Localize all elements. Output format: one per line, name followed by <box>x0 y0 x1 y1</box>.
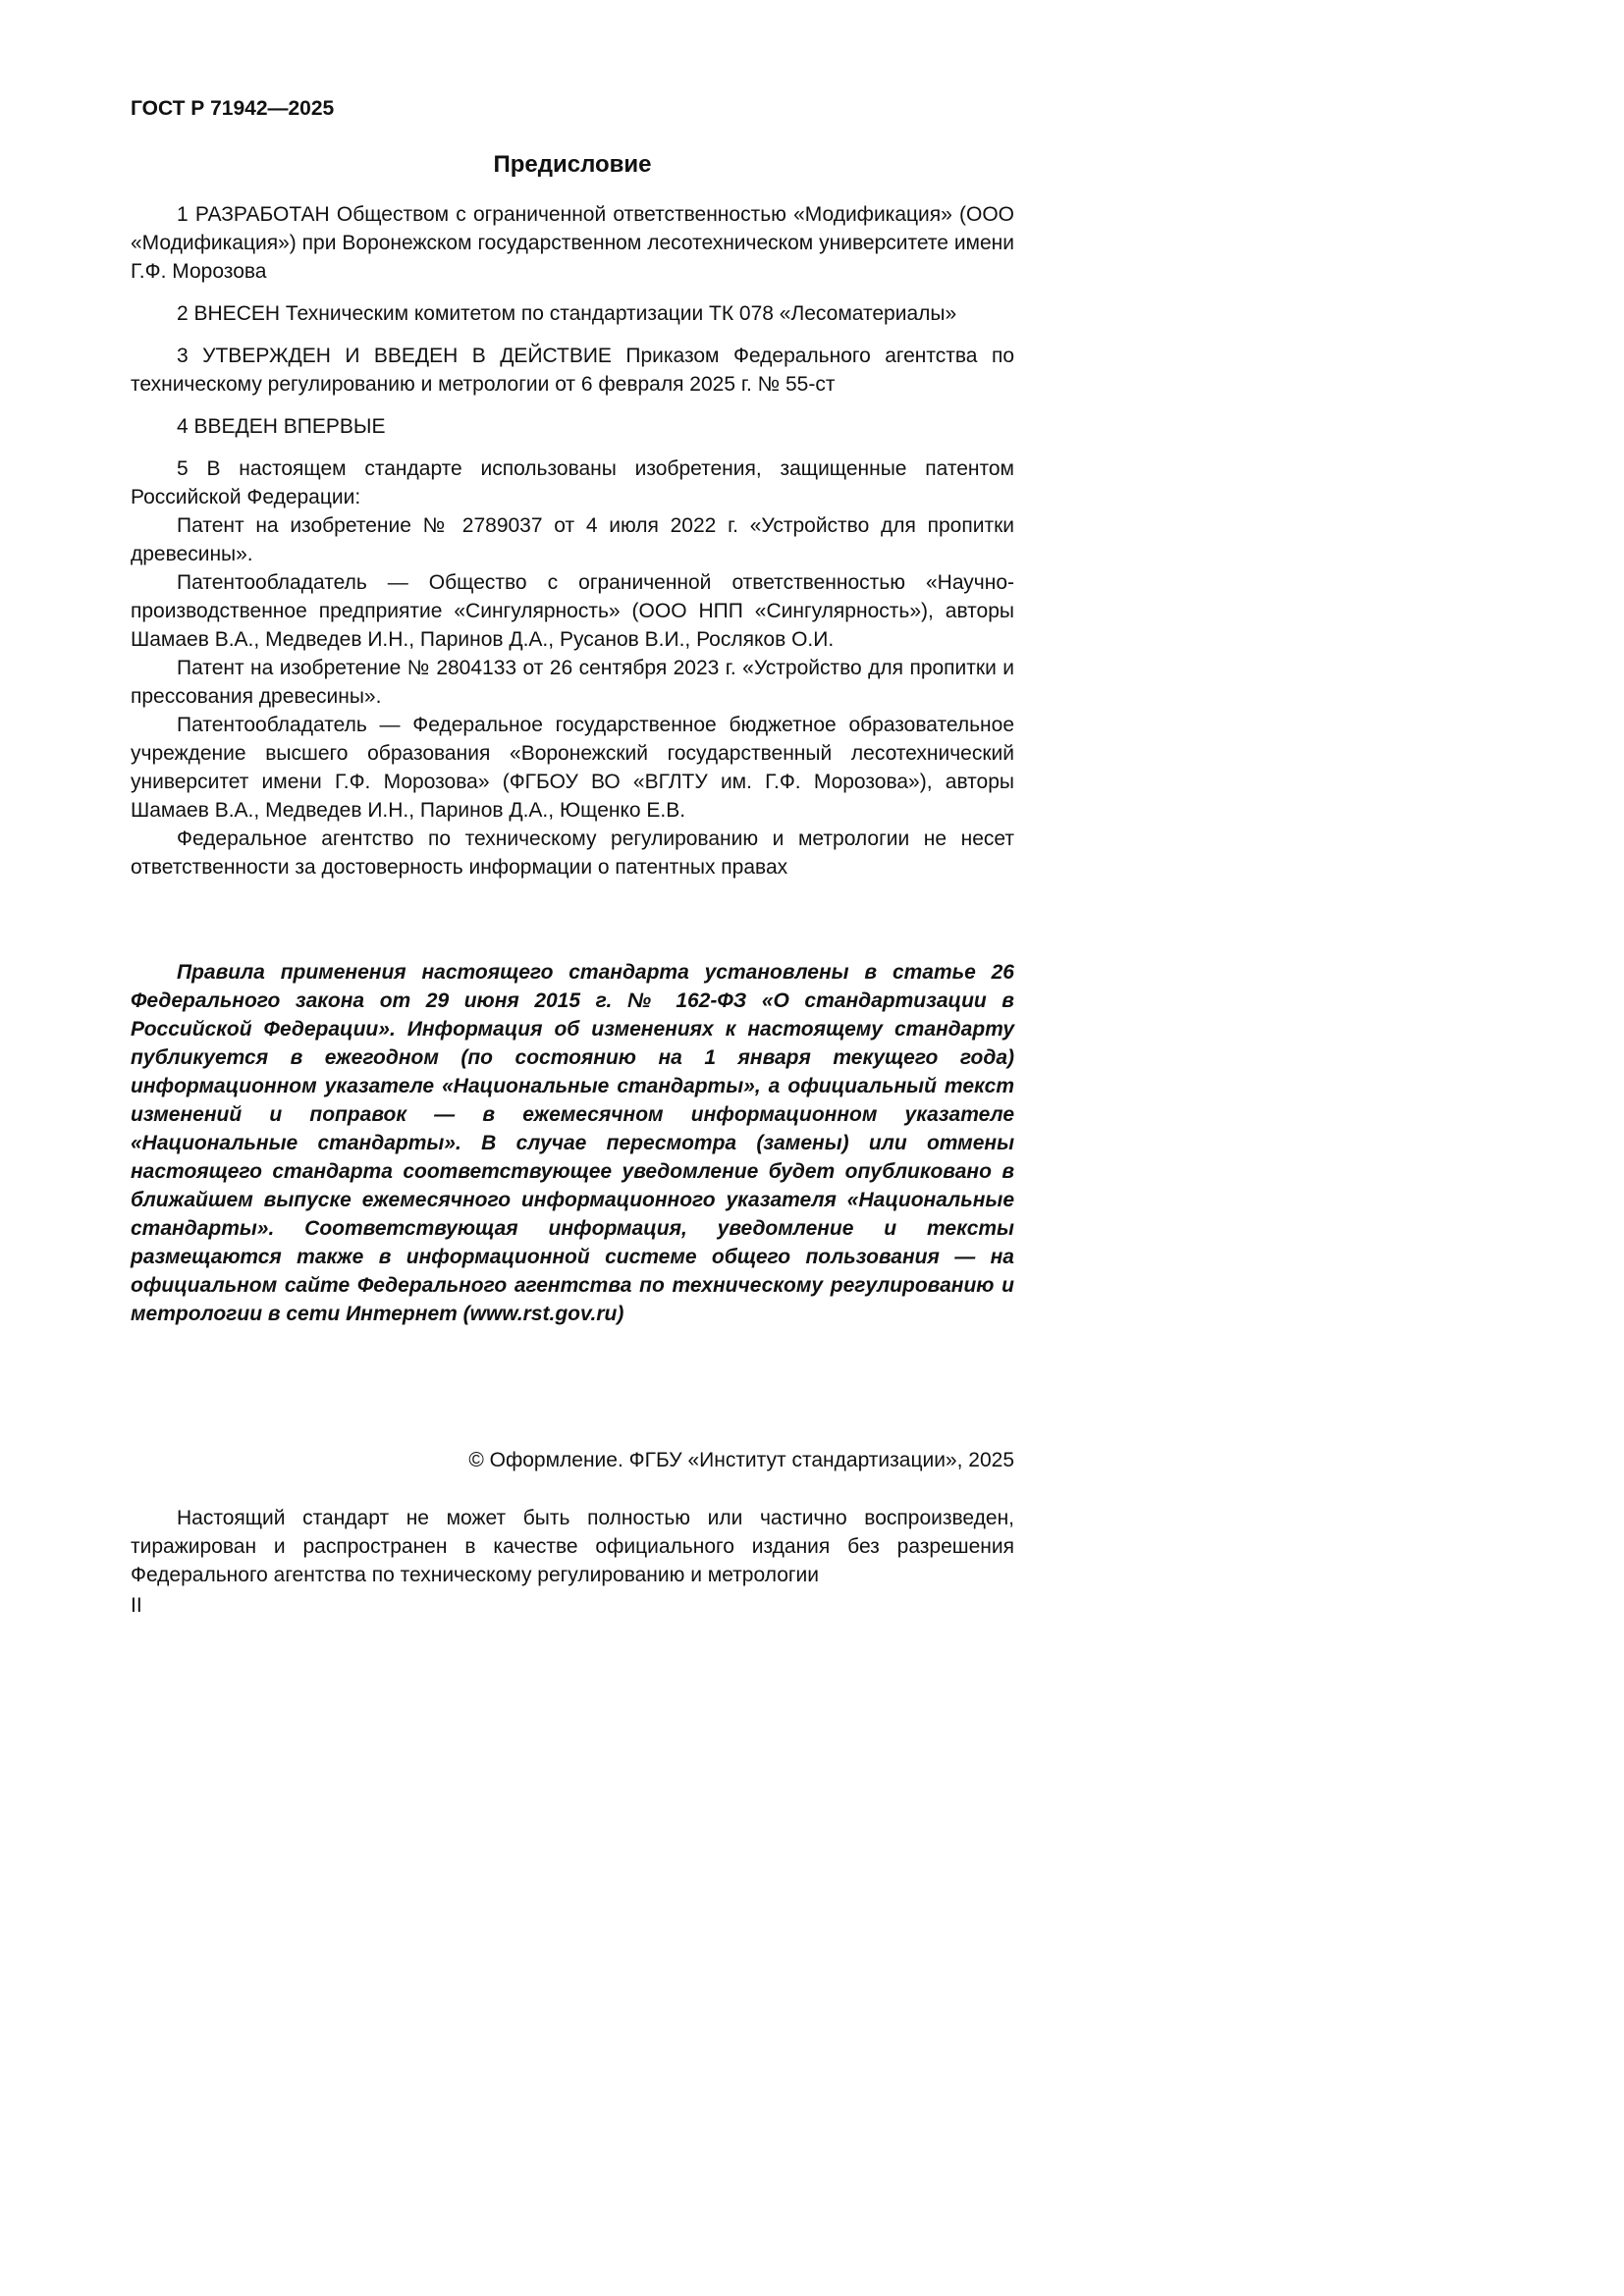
foreword-paragraph-2: 2 ВНЕСЕН Техническим комитетом по стандартизации ТК 078 «Лесоматериалы» <box>177 302 957 325</box>
patent-paragraph-1: Патент на изобретение № 2789037 от 4 июля 2022 г. «Устройство для пропитки древесины». <box>131 514 1014 565</box>
patent-holder-paragraph-1: Патентообладатель — Общество с ограниченной ответственностью «Научно-производственное предприятие «Сингулярность» (ООО НПП «Сингулярность»), авторы Шамаев В.А., Медведев И.Н., Паринов Д.А., Русанов В.И., Росляков О.И. <box>131 571 1014 651</box>
patent-disclaimer-paragraph: Федеральное агентство по техническому регулированию и метрологии не несет ответственности за достоверность информации о патентных правах <box>131 828 1014 879</box>
copyright-line: © Оформление. ФГБУ «Институт стандартизации», 2025 <box>468 1449 1014 1471</box>
page-title: Предисловие <box>493 151 652 178</box>
legal-notice: Правила применения настоящего стандарта установлены в статье 26 Федерального закона от 29 июня 2015 г. № 162-ФЗ «О стандартизации в Российской Федерации». Информация об изменениях к настоящему стандарту публикуется в ежегодном (по состоянию на 1 января текущего года) информационном указателе «Национальные стандарты», а официальный текст изменений и поправок — в ежемесячном информационном указателе «Национальные стандарты». В случае пересмотра (замены) или отмены настоящего стандарта соответствующее уведомление будет опубликовано в ближайшем выпуске ежемесячного информационного указателя «Национальные стандарты». Соответствующая информация, уведомление и тексты размещаются также в информационной системе общего пользования — на официальном сайте Федерального агентства по техническому регулированию и метрологии в сети Интернет (www.rst.gov.ru) <box>131 961 1014 1325</box>
patent-intro-paragraph: 5 В настоящем стандарте использованы изобретения, защищенные патентом Российской Федерации: <box>131 457 1014 508</box>
page-number: II <box>131 1594 142 1617</box>
foreword-paragraph-4: 4 ВВЕДЕН ВПЕРВЫЕ <box>177 415 386 438</box>
patent-paragraph-2: Патент на изобретение № 2804133 от 26 сентября 2023 г. «Устройство для пропитки и прессования древесины». <box>131 657 1014 708</box>
page-content <box>131 94 1014 1620</box>
doc-code: ГОСТ Р 71942—2025 <box>131 97 335 120</box>
patent-holder-paragraph-2: Патентообладатель — Федеральное государственное бюджетное образовательное учреждение высшего образования «Воронежский государственный лесотехнический университет имени Г.Ф. Морозова» (ФГБОУ ВО «ВГЛТУ им. Г.Ф. Морозова»), авторы Шамаев В.А., Медведев И.Н., Паринов Д.А., Ющенко Е.В. <box>131 714 1014 822</box>
reproduction-notice: Настоящий стандарт не может быть полностью или частично воспроизведен, тиражирован и распространен в качестве официального издания без разрешения Федерального агентства по техническому регулированию и метрологии <box>131 1507 1014 1586</box>
foreword-paragraph-1: 1 РАЗРАБОТАН Обществом с ограниченной ответственностью «Модификация» (ООО «Модификация») при Воронежском государственном лесотехническом университете имени Г.Ф. Морозова <box>131 203 1014 283</box>
patent-section <box>131 454 1014 881</box>
foreword-paragraph-3: 3 УТВЕРЖДЕН И ВВЕДЕН В ДЕЙСТВИЕ Приказом Федерального агентства по техническому регулированию и метрологии от 6 февраля 2025 г. № 55-ст <box>131 345 1014 396</box>
